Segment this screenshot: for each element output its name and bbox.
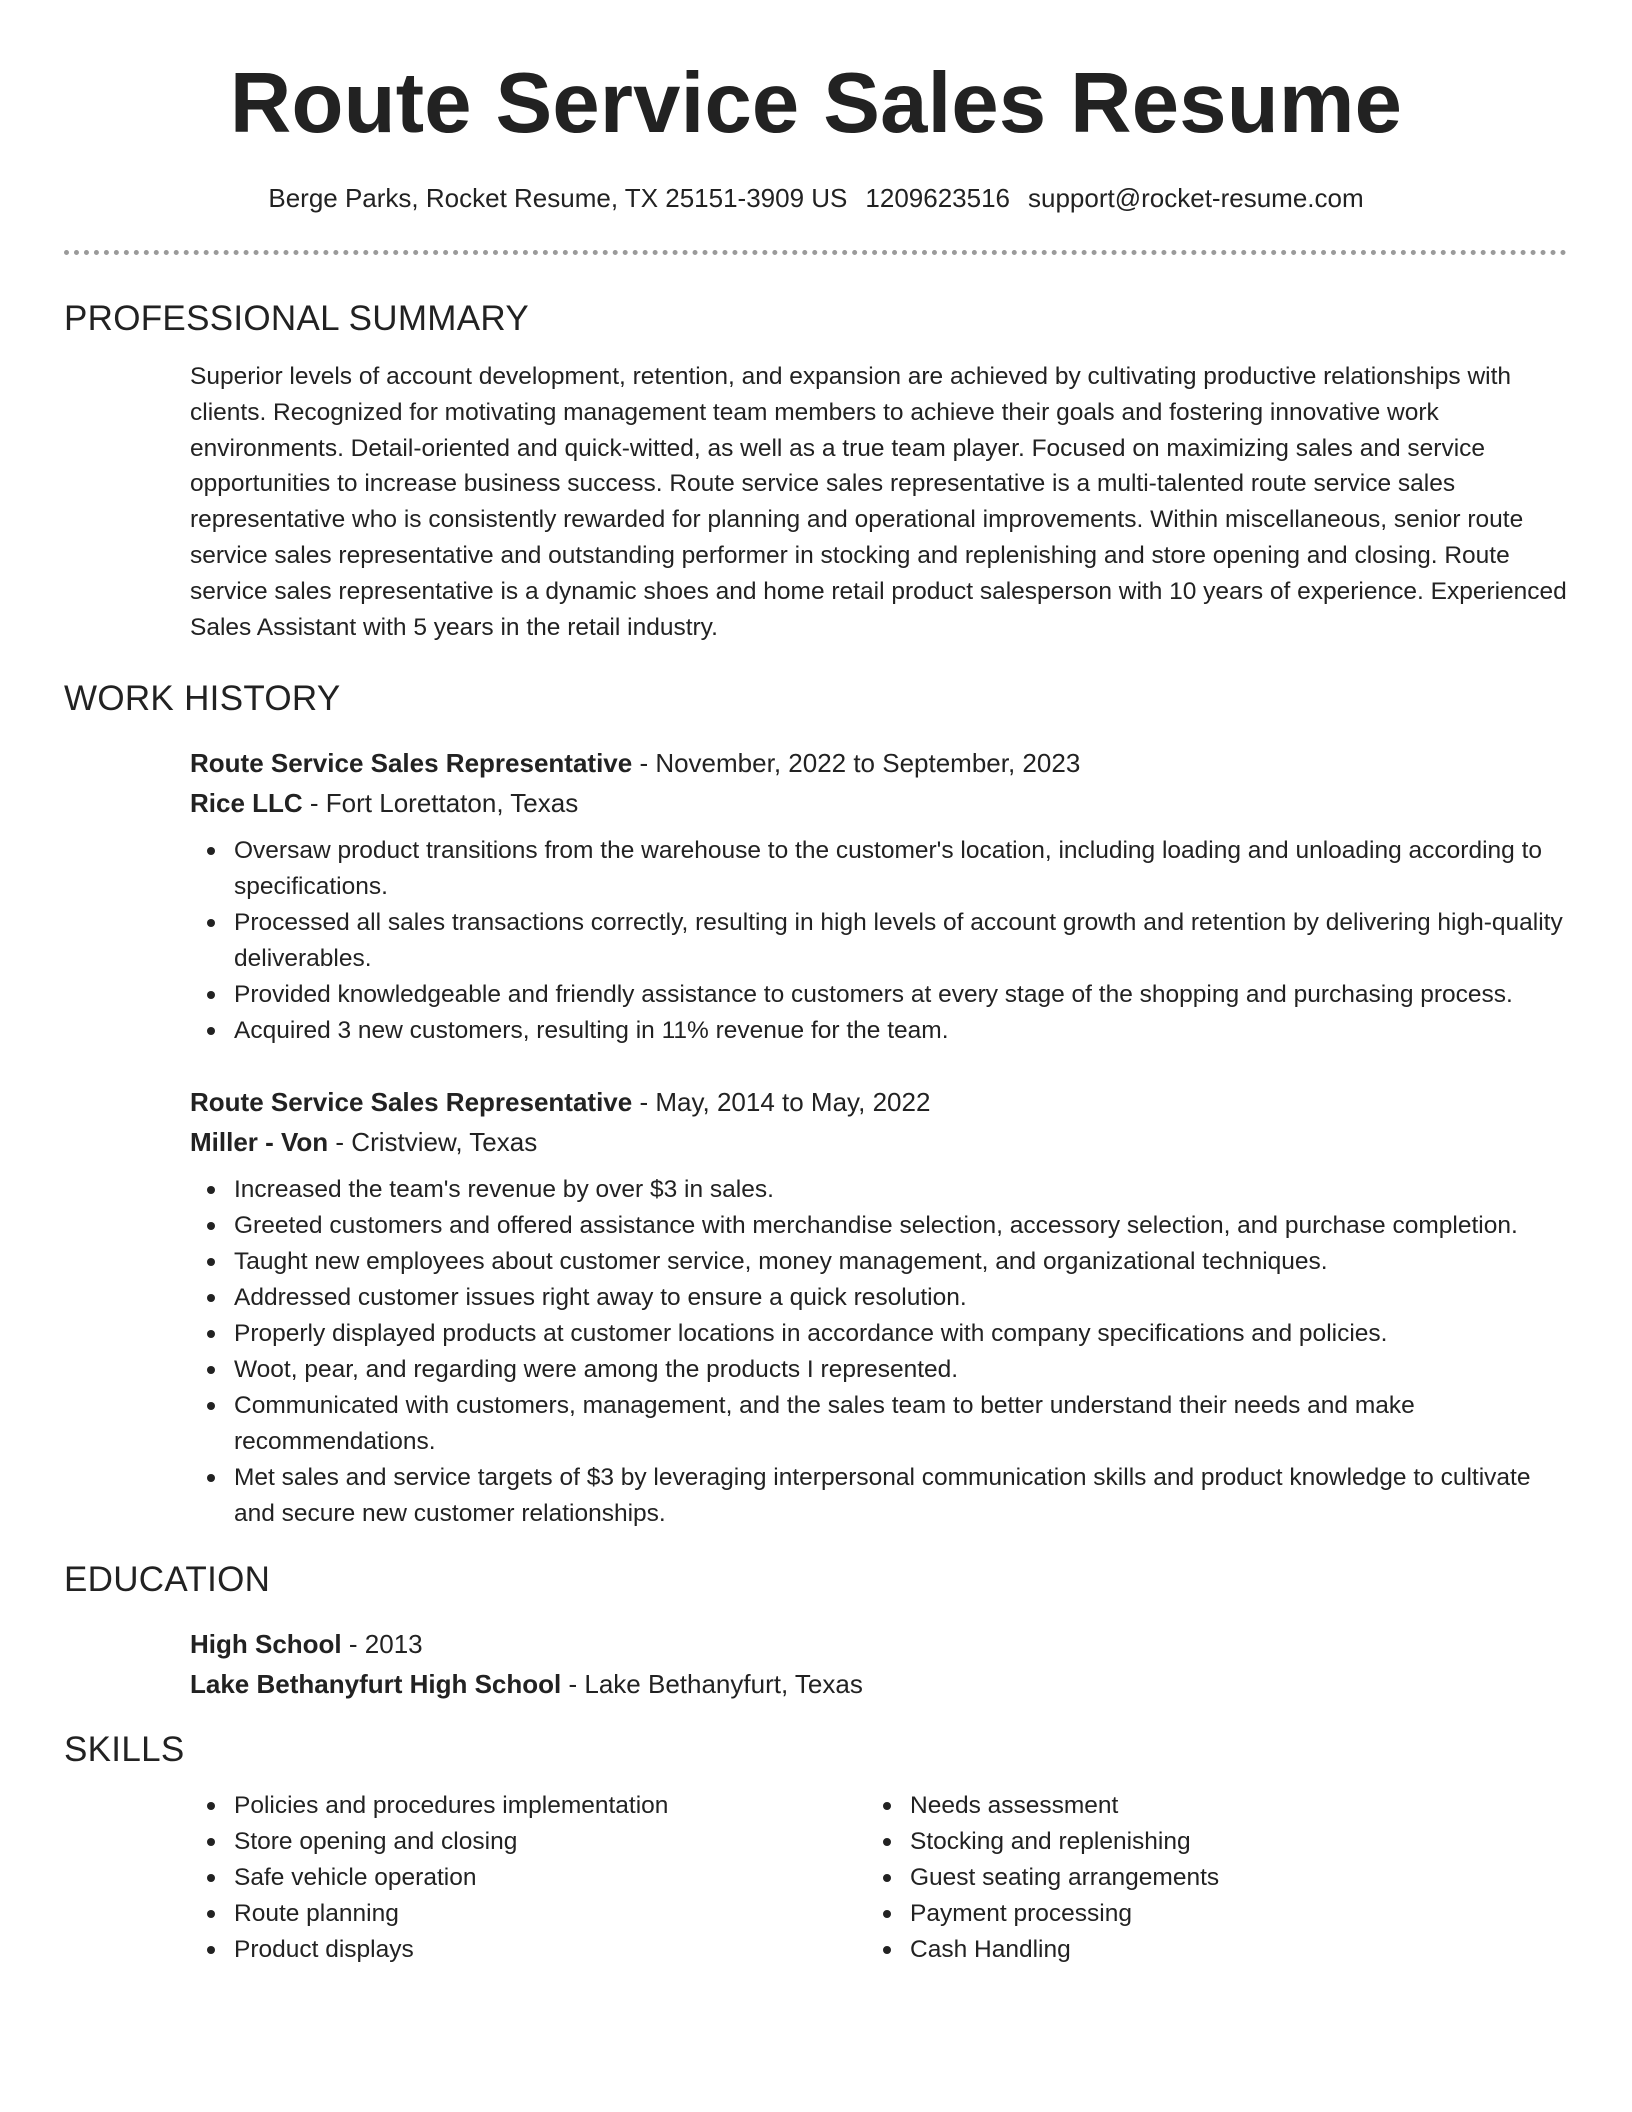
job-entry [190, 743, 1570, 1049]
job-company-line [190, 1122, 1570, 1162]
job-location: - Cristview, Texas [328, 1127, 538, 1157]
education-year: - 2013 [341, 1629, 423, 1659]
summary-section [64, 297, 1567, 645]
summary-text: Superior levels of account development, retention, and expansion are achieved by cultivating productive relationships with clients. Recognized for motivating management team members to achieve their goals and fostering innovative work environments. Detail-oriented and quick-witted, as well as a true team player. Focused on maximizing sales and service opportunities to increase business success. Route service sales representative is a multi-talented route service sales representative who is consistently rewarded for planning and operational improvements. Within miscellaneous, senior route service sales representative and outstanding performer in stocking and replenishing and store opening and closing. Route service sales representative is a dynamic shoes and home retail product salesperson with 10 years of experience. Experienced Sales Assistant with 5 years in the retail industry. [190, 363, 1567, 641]
job-title-line [190, 743, 1570, 783]
contact-address: Berge Parks, Rocket Resume, TX 25151-3909 US [268, 183, 848, 213]
job-bullet: Properly displayed products at customer locations in accordance with company specifications and policies. [190, 1316, 1570, 1352]
skill-item: Guest seating arrangements [866, 1860, 1542, 1896]
job-bullet: Communicated with customers, management, and the sales team to better understand their needs and make recommendations. [190, 1388, 1570, 1460]
education-body [190, 1624, 1570, 1704]
job-dates: - November, 2022 to September, 2023 [632, 748, 1081, 778]
job-bullet: Taught new employees about customer service, money management, and organizational techniques. [190, 1244, 1570, 1280]
work-history-heading: WORK HISTORY [64, 679, 341, 718]
job-company-line [190, 783, 1570, 823]
job-company: Rice LLC [190, 788, 303, 818]
skill-item: Cash Handling [866, 1932, 1542, 1968]
job-location: - Fort Lorettaton, Texas [302, 788, 579, 818]
education-degree: High School [190, 1629, 342, 1659]
skills-list-left [190, 1788, 866, 1968]
job-title: Route Service Sales Representative [190, 1087, 633, 1117]
skill-item: Policies and procedures implementation [190, 1788, 866, 1824]
page-title: Route Service Sales Resume [229, 56, 1403, 151]
skill-item: Safe vehicle operation [190, 1860, 866, 1896]
job-title: Route Service Sales Representative [190, 748, 633, 778]
job-bullet: Provided knowledgeable and friendly assistance to customers at every stage of the shopping and purchasing process. [190, 977, 1570, 1013]
skill-item: Payment processing [866, 1896, 1542, 1932]
skills-list-right [866, 1788, 1542, 1968]
skill-item: Route planning [190, 1896, 866, 1932]
job-bullet: Oversaw product transitions from the warehouse to the customer's location, including loading and unloading according to specifications. [190, 833, 1570, 905]
skill-item: Stocking and replenishing [866, 1824, 1542, 1860]
work-history-body [190, 743, 1570, 1532]
job-bullet: Increased the team's revenue by over $3 in sales. [190, 1172, 1570, 1208]
header-divider [64, 250, 1567, 255]
job-company: Miller - Von [190, 1127, 329, 1157]
job-entry [190, 1082, 1570, 1532]
summary-body [190, 359, 1570, 645]
summary-heading: PROFESSIONAL SUMMARY [64, 299, 529, 338]
work-history-section [64, 677, 1567, 1532]
skills-heading: SKILLS [64, 1730, 185, 1769]
job-title-line [190, 1082, 1570, 1122]
education-degree-line [190, 1624, 1570, 1664]
job-dates: - May, 2014 to May, 2022 [632, 1087, 931, 1117]
job-bullet: Met sales and service targets of $3 by leveraging interpersonal communication skills and product knowledge to cultivate and secure new customer relationships. [190, 1460, 1570, 1532]
job-bullet: Acquired 3 new customers, resulting in 11% revenue for the team. [190, 1013, 1570, 1049]
education-section [64, 1558, 1567, 1704]
job-bullet-list [190, 833, 1570, 1049]
skill-item: Store opening and closing [190, 1824, 866, 1860]
contact-line [0, 180, 1632, 216]
education-location: - Lake Bethanyfurt, Texas [561, 1669, 863, 1699]
education-heading: EDUCATION [64, 1560, 271, 1599]
skill-item: Needs assessment [866, 1788, 1542, 1824]
skills-body [190, 1788, 1570, 1968]
education-school-line [190, 1664, 1570, 1704]
skill-item: Product displays [190, 1932, 866, 1968]
contact-email: support@rocket-resume.com [1028, 183, 1364, 213]
contact-phone: 1209623516 [865, 183, 1011, 213]
job-bullet-list [190, 1172, 1570, 1532]
education-school: Lake Bethanyfurt High School [190, 1669, 562, 1699]
job-bullet: Greeted customers and offered assistance with merchandise selection, accessory selection, and purchase completion. [190, 1208, 1570, 1244]
job-bullet: Processed all sales transactions correctly, resulting in high levels of account growth and retention by delivering high-quality deliverables. [190, 905, 1570, 977]
skills-section [64, 1728, 1567, 1968]
job-bullet: Woot, pear, and regarding were among the products I represented. [190, 1352, 1570, 1388]
job-bullet: Addressed customer issues right away to ensure a quick resolution. [190, 1280, 1570, 1316]
